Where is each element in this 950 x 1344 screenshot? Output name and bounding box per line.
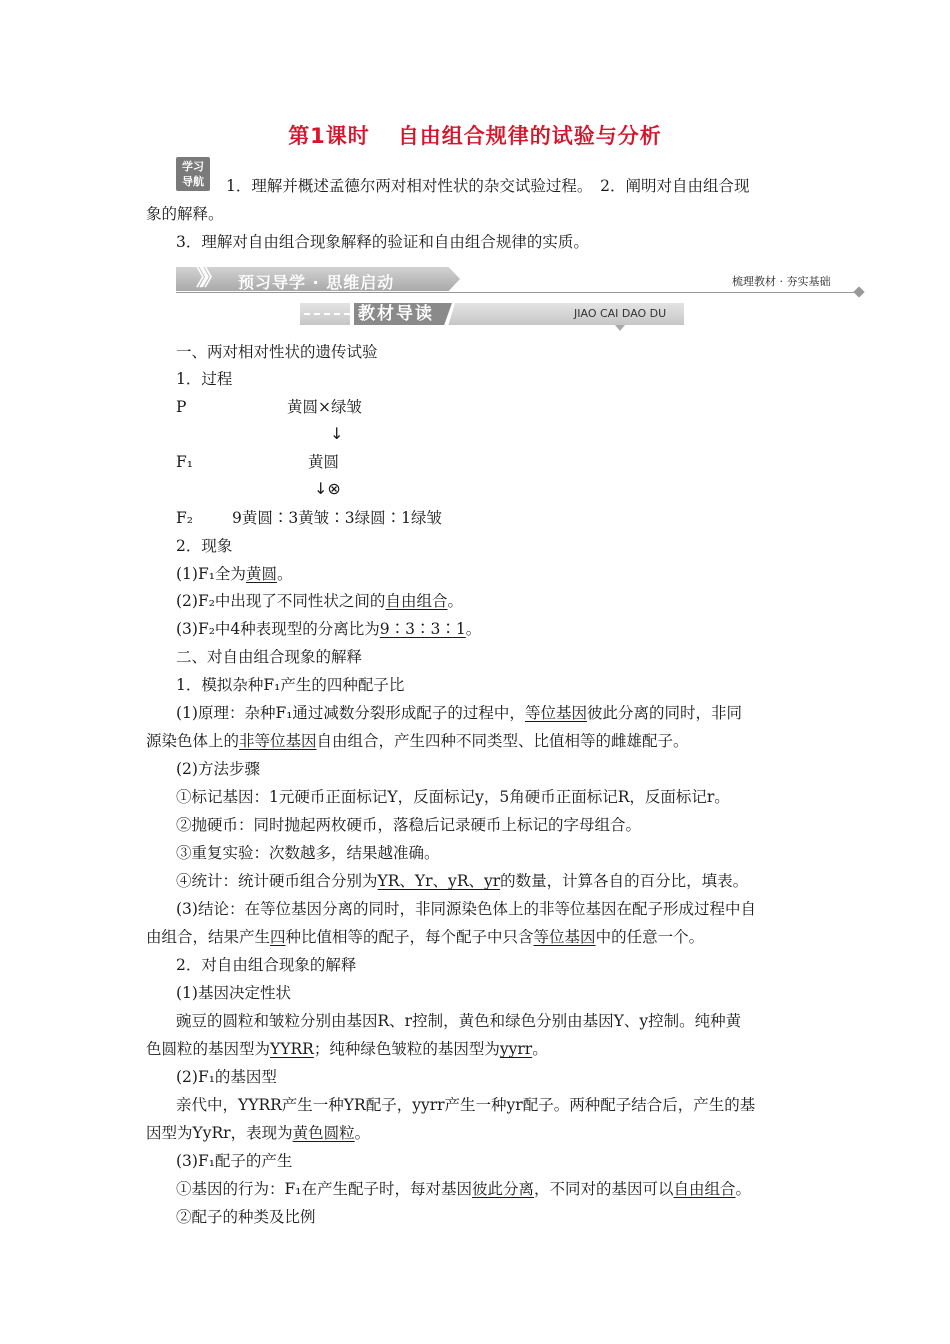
f1-label: F₁ [176,453,193,471]
text: (1)原理：杂种F₁通过减数分裂形成配子的过程中， [176,704,525,722]
answer: 非等位基因 [239,732,317,750]
lesson-title [0,120,950,150]
gamete-heading: (3)F₁配子的产生 [176,1152,293,1170]
principle-line-1 [176,703,742,723]
sub-banner-dash [304,313,350,315]
answer: 自由组合 [385,592,448,610]
text: 。 [465,620,482,638]
text: (3)F₂中4种表现型的分离比为 [176,620,380,638]
sub-banner-english: JIAO CAI DAO DU [574,307,667,320]
p-label: P [176,398,187,416]
answer: YYRR [270,1040,314,1058]
text: 中的任意一个。 [595,928,705,946]
lesson-number: 第1课时 [288,124,370,148]
gene-trait-line-1: 豌豆的圆粒和皱粒分别由基因R、r控制，黄色和绿色分别由基因Y、y控制。纯种黄 [176,1012,742,1030]
step-4 [176,871,748,891]
phenomenon-2 [176,591,463,611]
text: 源染色体上的 [146,732,240,750]
phenomenon-1 [176,564,292,584]
step-1: ①标记基因：1元硬币正面标记Y，反面标记y，5角硬币正面标记R，反面标记r。 [176,788,730,806]
goal-line-2: 象的解释。 [146,205,224,223]
banner-title: 预习导学 · 思维启动 [238,273,395,292]
conclusion-line-2 [146,927,704,947]
triangle-down-icon [615,325,625,331]
answer: 等位基因 [524,704,587,722]
gene-trait-line-2 [146,1039,548,1059]
textbook-reading-banner [300,300,684,330]
answer: 彼此分离 [471,1180,534,1198]
gamete-behavior [176,1179,751,1199]
goal-line-1: 1．理解并概述孟德尔两对相对性状的杂交试验过程。 2．阐明对自由组合现 [226,177,750,195]
f1-value: 黄圆 [308,453,340,471]
section-banner [176,264,866,296]
answer: yyrr [499,1040,533,1058]
p-cross: 黄圆×绿皱 [287,398,362,416]
text: ①基因的行为：F₁在产生配子时，每对基因 [176,1180,472,1198]
text: 。 [735,1180,752,1198]
badge-line1: 学习 [182,160,204,173]
section2-heading: 二、对自由组合现象的解释 [176,648,363,666]
text: 种比值相等的配子，每个配子中只含 [285,928,534,946]
f1-genotype-heading: (2)F₁的基因型 [176,1068,277,1086]
text: 的数量，计算各自的百分比，填表。 [500,872,749,890]
text: 。 [354,1124,371,1142]
explanation-heading: 2．对自由组合现象的解释 [176,956,357,974]
diamond-icon [853,286,864,297]
study-guide-badge [176,157,210,191]
f1-genotype-line-2 [146,1123,370,1143]
principle-line-2 [146,731,689,751]
text: 。 [447,592,463,610]
gamete-types: ②配子的种类及比例 [176,1208,316,1226]
answer: 等位基因 [533,928,596,946]
phenomenon-heading: 2．现象 [176,537,233,555]
text: (1)F₁全为 [176,565,246,583]
text: 因型为YyRr，表现为 [146,1124,293,1142]
chevron-icon: 》》 [196,266,218,291]
step-2: ②抛硬币：同时抛起两枚硬币，落稳后记录硬币上标记的字母组合。 [176,816,642,834]
answer: YR、Yr、yR、yr [377,872,501,890]
text: 。 [532,1040,548,1058]
text: ；纯种绿色皱粒的基因型为 [313,1040,500,1058]
down-arrow-icon: ↓ [330,424,344,443]
text: ④统计：统计硬币组合分别为 [176,872,378,890]
answer: 黄圆 [245,565,277,583]
badge-line2: 导航 [182,175,204,188]
gene-trait-heading: (1)基因决定性状 [176,984,291,1002]
answer: 四 [270,928,286,946]
text: 色圆粒的基因型为 [146,1040,271,1058]
sim-heading: 1．模拟杂种F₁产生的四种配子比 [176,676,405,694]
answer: 自由组合 [673,1180,736,1198]
section1-heading: 一、两对相对性状的遗传试验 [176,343,378,361]
banner-divider [176,292,860,293]
f1-genotype-line-1: 亲代中，YYRR产生一种YR配子，yyrr产生一种yr配子。两种配子结合后，产生的基 [176,1096,756,1114]
text: ，不同对的基因可以 [534,1180,674,1198]
f2-value: 9黄圆∶3黄皱∶3绿圆∶1绿皱 [232,509,442,527]
f2-label: F₂ [176,509,193,527]
process-heading: 1．过程 [176,370,233,388]
sub-banner-title: 教材导读 [358,304,434,324]
goal-line-3: 3．理解对自由组合现象解释的验证和自由组合规律的实质。 [176,233,589,251]
text: 。 [276,565,293,583]
steps-heading: (2)方法步骤 [176,760,260,778]
text: 彼此分离的同时，非同 [586,704,742,722]
lesson-topic: 自由组合规律的试验与分析 [397,124,662,148]
text: 自由组合，产生四种不同类型、比值相等的雌雄配子。 [316,732,689,750]
text: (2)F₂中出现了不同性状之间的 [176,592,386,610]
conclusion-line-1: (3)结论：在等位基因分离的同时，非同源染色体上的非等位基因在配子形成过程中自 [176,900,756,918]
phenomenon-3 [176,619,481,639]
step-3: ③重复实验：次数越多，结果越准确。 [176,844,440,862]
answer: 9∶3∶3∶1 [379,620,466,638]
text: 由组合，结果产生 [146,928,271,946]
answer: 黄色圆粒 [292,1124,355,1142]
selfing-arrow-icon: ↓⊗ [314,479,341,498]
banner-subtitle: 梳理教材 · 夯实基础 [732,275,831,288]
